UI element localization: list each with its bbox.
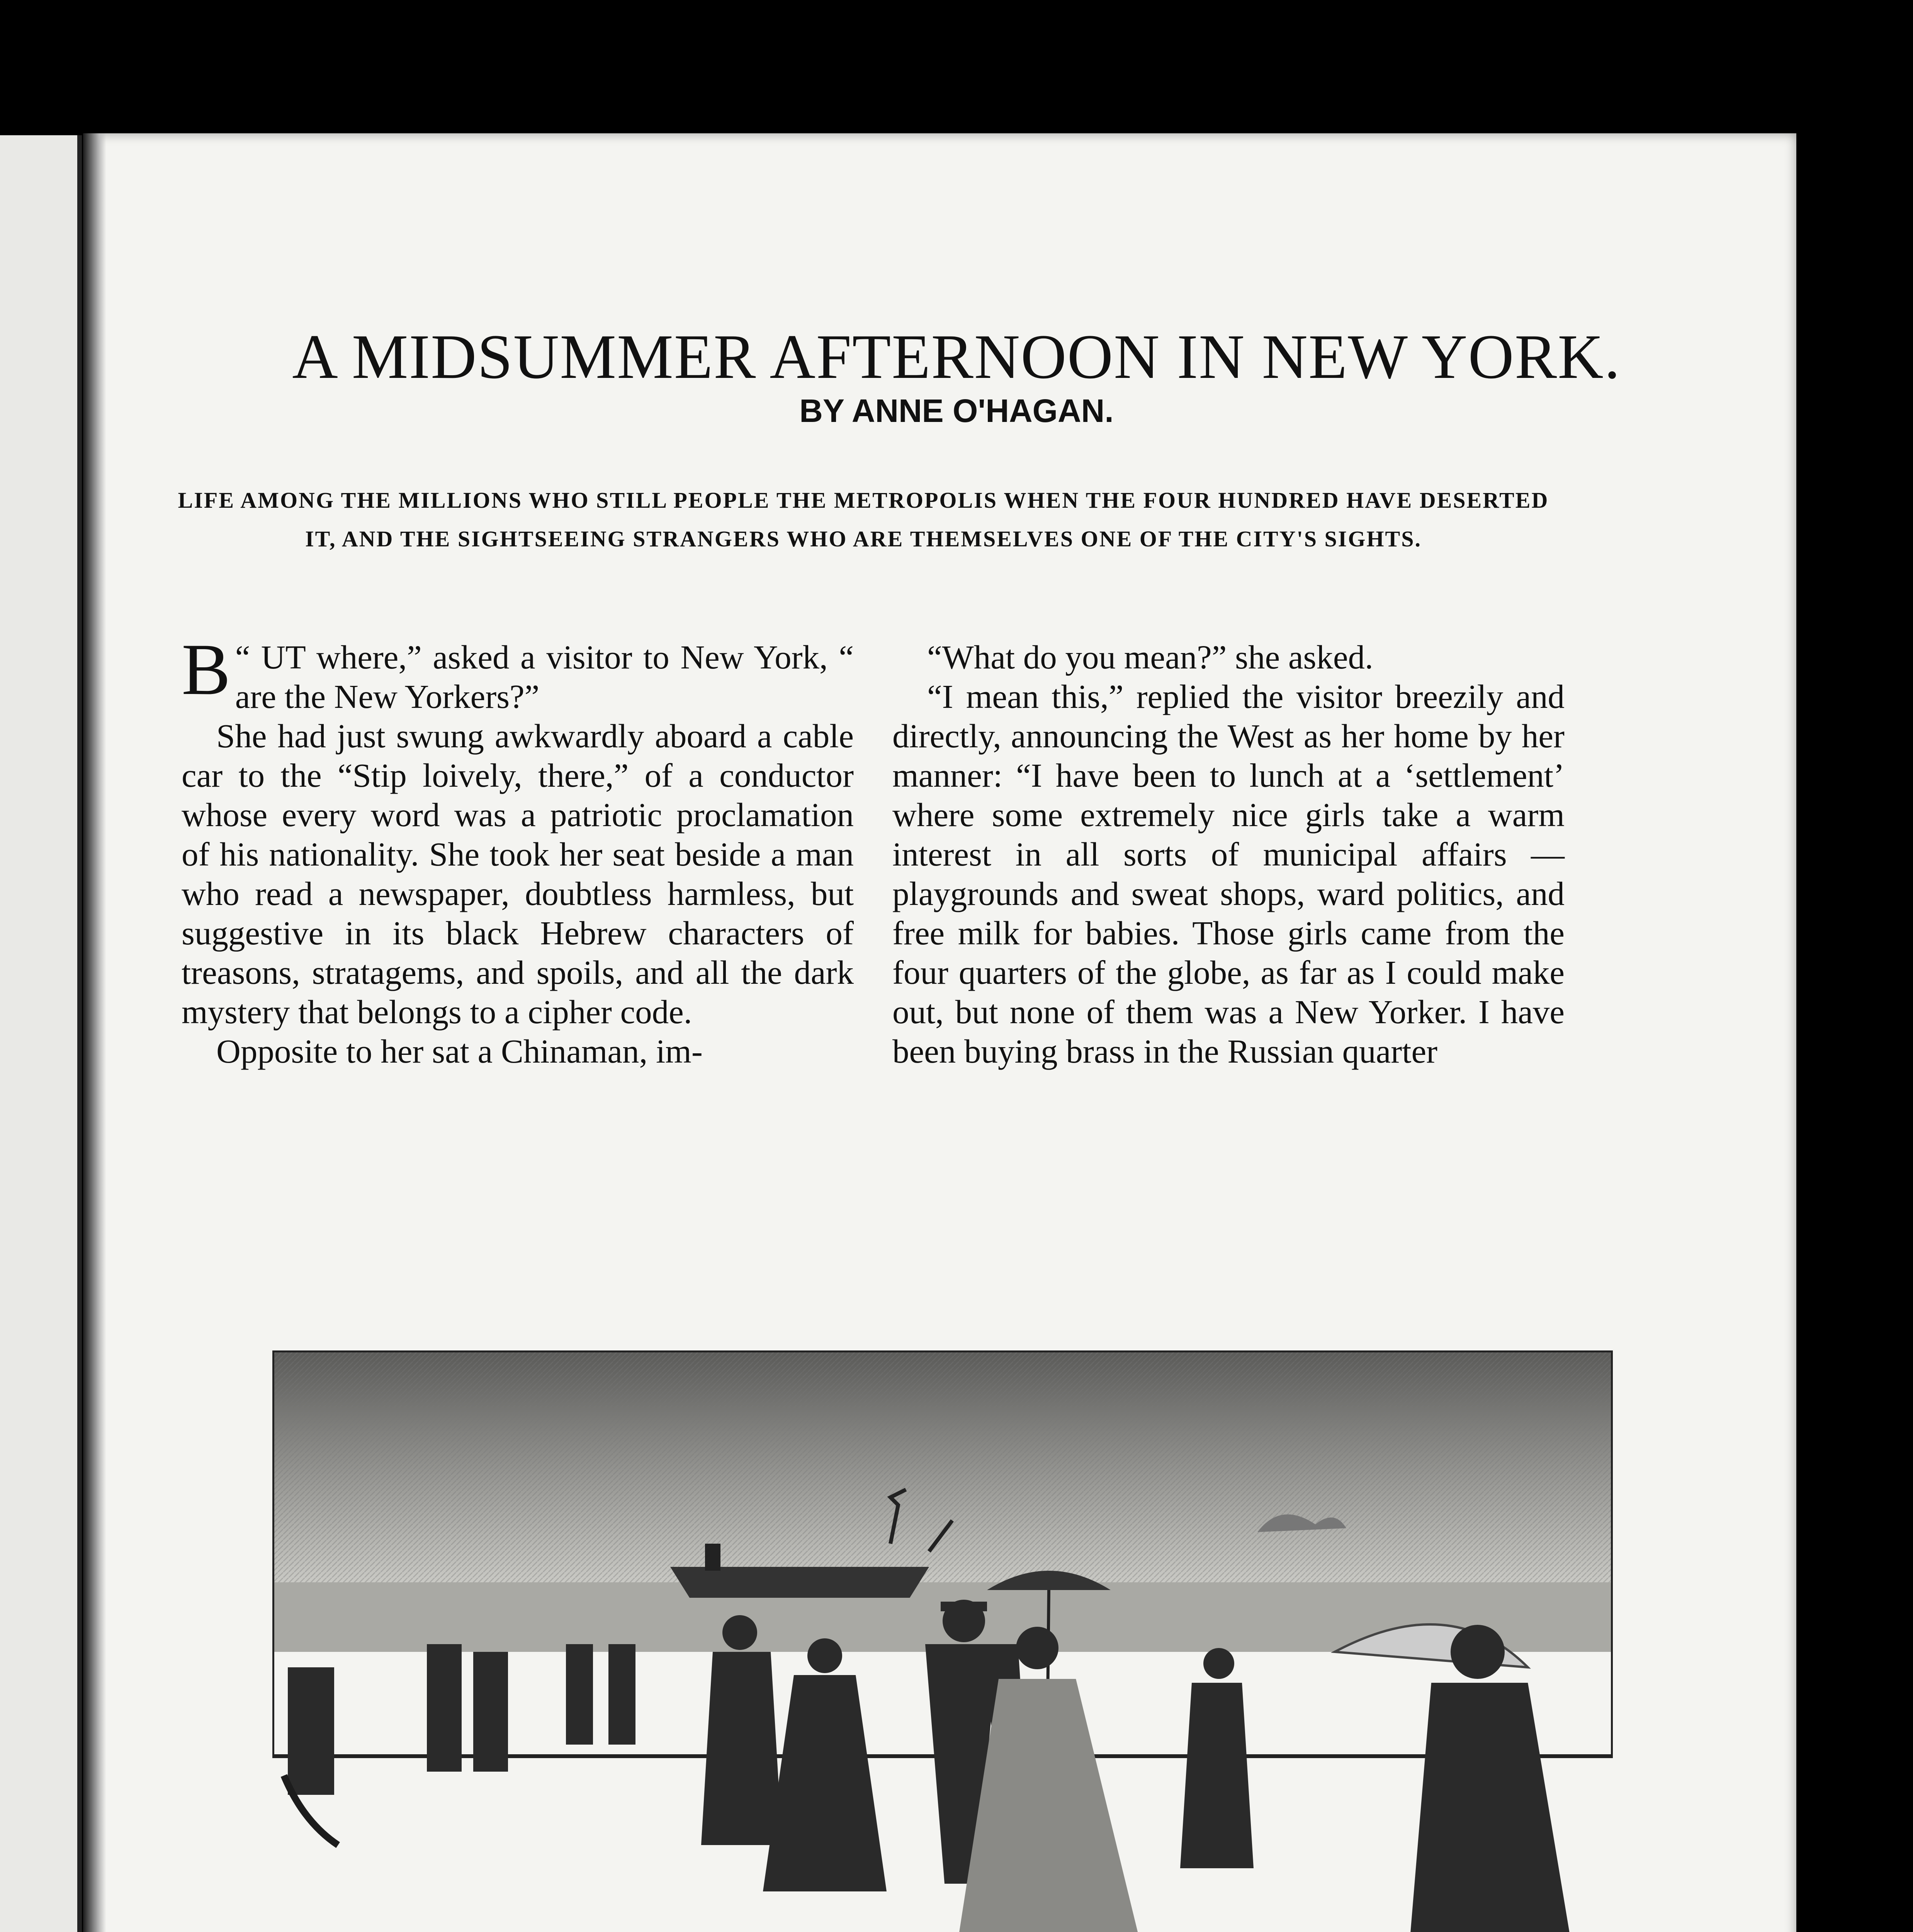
opening-quote: “ bbox=[235, 638, 261, 676]
article-title: A MIDSUMMER AFTERNOON IN NEW YORK. bbox=[292, 321, 1621, 392]
paragraph: “What do you mean?” she asked. bbox=[927, 638, 1373, 676]
drop-cap: B bbox=[182, 629, 231, 710]
paragraph-opening bbox=[182, 629, 854, 716]
text-column-1-top bbox=[182, 629, 854, 1071]
paragraph: She had just swung awkwardly aboard a cable car to the “Stip loively, there,” of a conductor whose every word was a patriotic proclamation of his nationality. She took her seat beside a man who read a newspaper, doubtless harmless, but suggestive in its black Hebrew characters of treasons, stratagems, and spoils, and all the dark mystery that belongs to a cipher code. bbox=[182, 717, 854, 1031]
text-column-2-top bbox=[892, 638, 1565, 1071]
battery-park-engraving-icon bbox=[272, 1350, 1613, 1932]
article-byline: BY ANNE O'HAGAN. bbox=[799, 393, 1114, 429]
article-subhead: LIFE AMONG THE MILLIONS WHO STILL PEOPLE THE METROPOLIS WHEN THE FOUR HUNDRED HAVE DESERTED IT, AND THE SIGHTSEEING STRANGERS WHO ARE THEMSELVES ONE OF THE CITY'S SIGHTS. bbox=[178, 488, 1549, 551]
opening-text: UT where,” asked a visitor to New York, “ are the New Yorkers?” bbox=[235, 638, 854, 715]
paragraph: Opposite to her sat a Chinaman, im- bbox=[216, 1032, 703, 1070]
paragraph: “I mean this,” replied the visitor breezily and directly, announcing the West as her home by her manner: “I have been to lunch at a ‘settlement’ where some extremely nice girls take a warm interest in all sorts of municipal affairs —playgrounds and sweat shops, ward politics, and free milk for babies. Those girls came from the four quarters of the globe, as far as I could make out, but none of them was a New Yorker. I have been buying brass in the Russian quarter bbox=[892, 678, 1565, 1070]
